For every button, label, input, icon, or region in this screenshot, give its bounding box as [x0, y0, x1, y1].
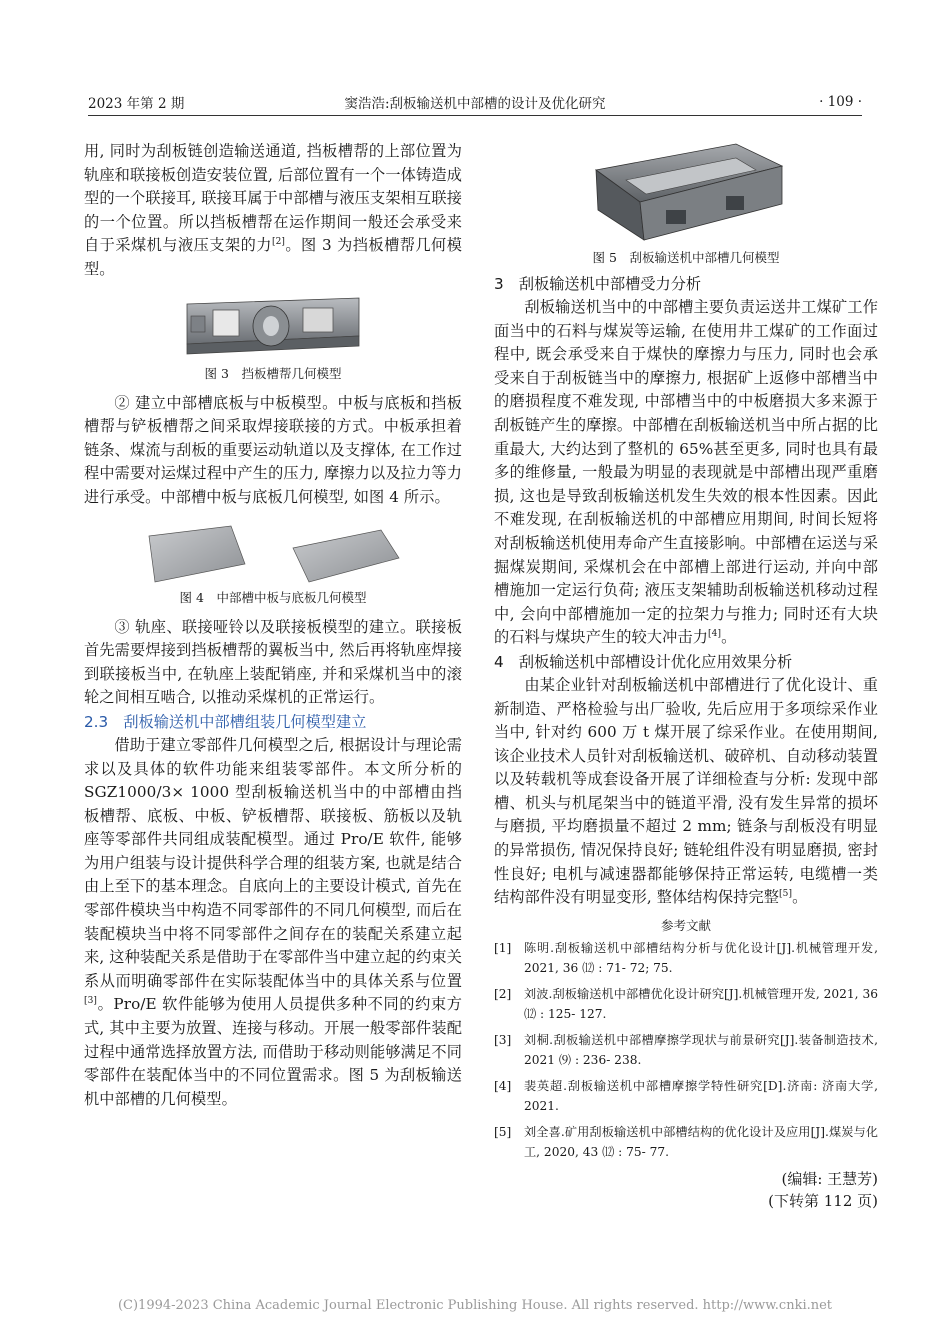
section-heading-3: 3 刮板输送机中部槽受力分析 [494, 275, 702, 293]
reference-item: [2] 刘波.刮板输送机中部槽优化设计研究[J].机械管理开发, 2021, 36 ⑿ : 125- 127. [494, 986, 878, 1021]
reference-item: [4] 裴英超.刮板输送机中部槽摩擦学特性研究[D].济南: 济南大学, 2021. [494, 1078, 878, 1113]
paragraph: 借助于建立零部件几何模型之后, 根据设计与理论需求以及具体的软件功能来组装零部件。本文所分析的 SGZ1000/3× 1000 型刮板输送机当中的中部槽由挡板槽帮、底板、中板、铲板槽帮、联接板、筋板以及轨座等零部件共同组成装配模型。通过 Pro/E 软件, 能够为用户组装与设计提供科学合理的组装方案, 也就是结合由上至下的基本理念。自底向上的主要设计模式, 首先在零部件模块当中构造不同零部件的不同几何模型, 而后在装配模块当中将不同零部件之间存在的装配关系建立起来, 这种装配关系是借助于在零部件当中建立起的约束关系从而明确零部件在实际装配体当中的具体关系与位置[3]。Pro/E 软件能够为使用人员提供多种不同的约束方式, 其中主要为放置、连接与移动。开展一般零部件装配过程中通常选择放置方法, 而借助于移动则能够满足不同零部件在装配体当中的不同位置需求。图 5 为刮板输送机中部槽的几何模型。 [84, 735, 462, 1108]
citation: [3] [84, 996, 98, 1007]
page-number: · 109 · [819, 93, 862, 110]
paragraph: 刮板输送机当中的中部槽主要负责运送井工煤矿工作面当中的石料与煤炭等运输, 在使用井工煤矿的工作面过程中, 既会承受来自于煤快的摩擦力与压力, 同时也会承受来自于刮板链当中的摩擦力, 根据矿上返修中部槽当中的磨损程度不难发现, 中部槽当中的中板磨损大多来源于刮板链产生的摩擦。中部槽在刮板输送机当中所占据的比重最大, 大约达到了整机的 65%甚至更多, 同时也具有最多的维修量, 一般最为明显的表现就是中部槽出现严重磨损, 这也是导致刮板输送机发生失效的根本性因素。因此不难发现, 在刮板输送机的中部槽应用期间, 时间长短将对刮板输送机使用寿命产生直接影响。中部槽在运送与采掘煤炭期间, 采煤机会在中部槽上部进行运动, 并向中部槽施加一定运行负荷; 液压支架辅助刮板输送机移动过程中, 会向中部槽施加一定的拉架力与推力; 同时还有大块的石料与煤块产生的较大冲击力[4]。 [494, 298, 878, 647]
reference-item: [3] 刘桐.刮板输送机中部槽摩擦学现状与前景研究[J].装备制造技术, 2021 ⑼ : 236- 238. [494, 1032, 878, 1067]
section-heading-4: 4 刮板输送机中部槽设计优化应用效果分析 [494, 652, 793, 671]
article-title-header: 窦浩浩:刮板输送机中部槽的设计及优化研究 [344, 95, 606, 112]
paragraph: ② 建立中部槽底板与中板模型。中板与底板和挡板槽帮与铲板槽帮之间采取焊接联接的方式。中板承担着链条、煤流与刮板的重要运动轨道以及支撑体, 在工作过程中需要对运煤过程中产生的压力, 摩擦力以及拉力等力进行承受。中部槽中板与底板几何模型, 如图 4 所示。 [84, 393, 462, 506]
figure-caption: 图 3 挡板槽帮几何模型 [204, 365, 342, 381]
reference-list [494, 938, 878, 1162]
figure-4 [84, 524, 462, 606]
middle-and-bottom-plate-image [143, 524, 403, 584]
editor-note: (编辑: 王慧芳) [781, 1169, 878, 1188]
references-title: 参考文献 [660, 917, 711, 933]
citation: [4] [708, 629, 722, 640]
figure-caption: 图 5 刮板输送机中部槽几何模型 [592, 250, 780, 265]
paragraph: 用, 同时为刮板链创造输送通道, 挡板槽帮的上部位置为轨座和联接板创造安装位置, 后部位置有一个一体铸造成型的一个联接耳, 联接耳属于中部槽与液压支架相互联接的一个位置。所以挡板槽帮在运作期间一般还会承受来自于采煤机与液压支架的力[2]。图 3 为挡板槽帮几何模型。 [84, 142, 463, 278]
middle-trough-assembly-image [586, 140, 786, 244]
paragraph: ③ 轨座、联接哑铃以及联接板模型的建立。联接板首先需要焊接到挡板槽帮的翼板当中, 然后再将轨座焊接到联接板当中, 在轨座上装配销座, 并和采煤机当中的滚轮之间相互啮合, 以推动采煤机的正常运行。 [84, 617, 462, 707]
figure-caption: 图 4 中部槽中板与底板几何模型 [179, 589, 367, 605]
left-column [84, 140, 462, 1111]
running-header [88, 88, 862, 116]
paragraph: 由某企业针对刮板输送机中部槽进行了优化设计、重新制造、严格检验与出厂验收, 先后应用于多项综采作业当中, 针对约 600 万 t 煤开展了综采作业。在使用期间, 该企业技术人员针对刮板输送机、破碎机、自动移动装置以及转载机等成套设备开展了详细检查与分析: 发现中部槽、机头与机尾架当中的链道平滑, 没有发生异常的损坏与磨损, 平均磨损量不超过 2 mm; 链条与刮板没有明显的异常损伤, 情况保持良好; 链轮组件没有明显磨损, 密封性良好; 电机与减速器都能够保持正常运转, 电缆槽一类结构部件没有明显变形, 整体结构保持完整[5]。 [494, 675, 878, 907]
reference-item: [1] 陈明.刮板输送机中部槽结构分析与优化设计[J].机械管理开发, 2021, 36 ⑿ : 71- 72; 75. [494, 940, 878, 975]
reference-item: [5] 刘全喜.矿用刮板输送机中部槽结构的优化设计及应用[J].煤炭与化工, 2020, 43 ⑿ : 75- 77. [494, 1124, 878, 1159]
right-column [494, 140, 878, 1212]
issue-label: 2023 年第 2 期 [88, 95, 185, 112]
citation: [5] [779, 889, 793, 900]
figure-5 [494, 140, 878, 266]
citation: [2] [271, 237, 286, 248]
baffle-trough-model-image [183, 296, 363, 360]
copyright-footer: (C)1994-2023 China Academic Journal Electronic Publishing House. All rights reserved. http://www.cnki.net [117, 1298, 833, 1313]
section-heading-2-3: 2.3 刮板输送机中部槽组装几何模型建立 [84, 712, 367, 731]
continued-note: (下转第 112 页) [768, 1191, 878, 1210]
figure-3 [84, 296, 462, 382]
